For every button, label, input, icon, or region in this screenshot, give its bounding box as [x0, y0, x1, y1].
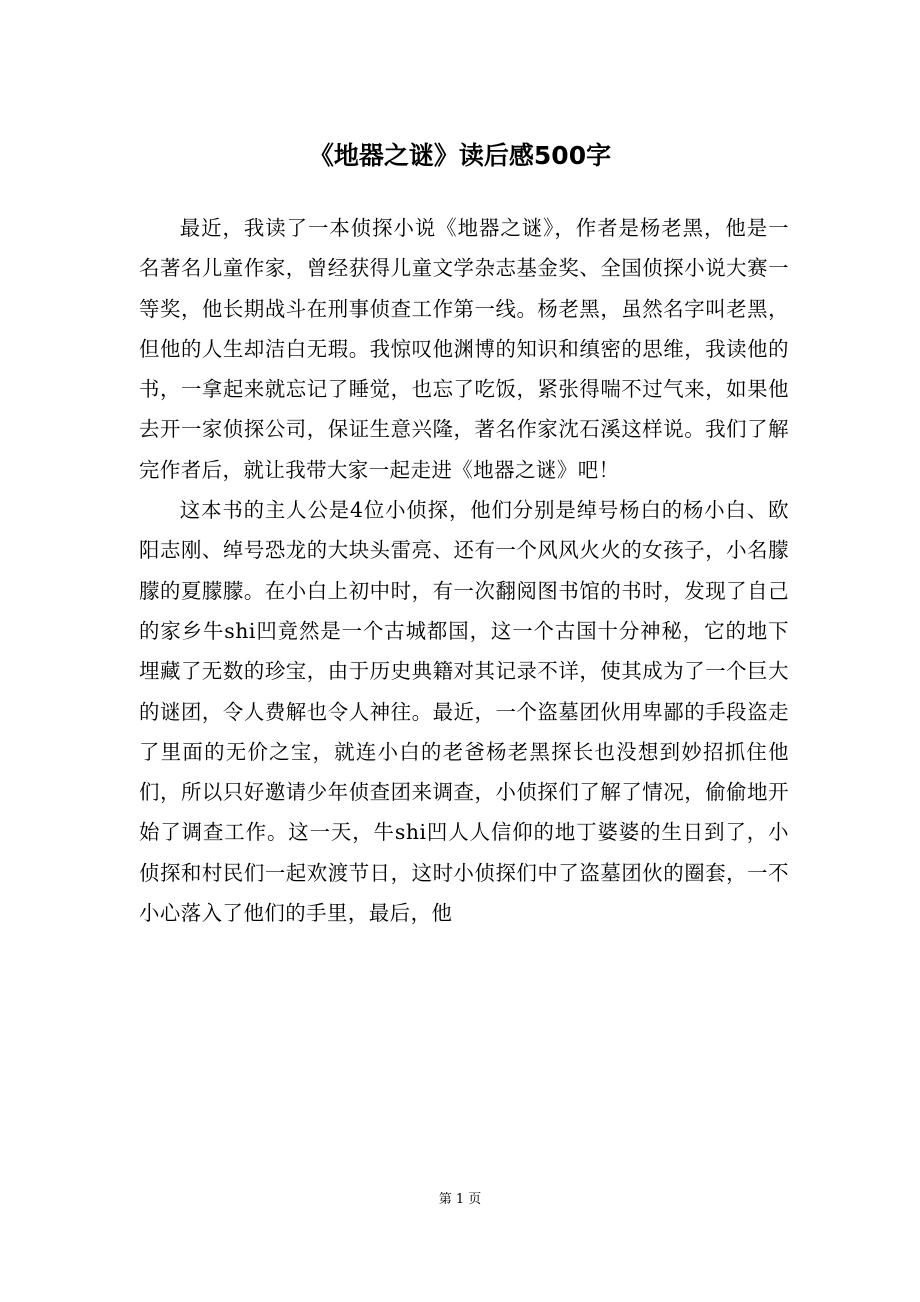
document-body	[139, 208, 789, 933]
page-number: 第 1 页	[438, 1192, 482, 1207]
document-title: 《地器之谜》读后感500字	[308, 141, 612, 170]
paragraph: 最近，我读了一本侦探小说《地器之谜》，作者是杨老黑，他是一名著名儿童作家，曾经获得儿童文学杂志基金奖、全国侦探小说大赛一等奖，他长期战斗在刑事侦查工作第一线。杨老黑，虽然名字叫老黑，但他的人生却洁白无瑕。我惊叹他渊博的知识和缜密的思维，我读他的书，一拿起来就忘记了睡觉，也忘了吃饭，紧张得喘不过气来，如果他去开一家侦探公司，保证生意兴隆，著名作家沈石溪这样说。我们了解完作者后，就让我带大家一起走进《地器之谜》吧！	[139, 216, 789, 482]
paragraph: 这本书的主人公是4位小侦探，他们分别是绰号杨白的杨小白、欧阳志刚、绰号恐龙的大块头雷亮、还有一个风风火火的女孩子，小名朦朦的夏朦朦。在小白上初中时，有一次翻阅图书馆的书时，发现了自己的家乡牛shi凹竟然是一个古城都国，这一个古国十分神秘，它的地下埋藏了无数的珍宝，由于历史典籍对其记录不详，使其成为了一个巨大的谜团，令人费解也令人神往。最近，一个盗墓团伙用卑鄙的手段盗走了里面的无价之宝，就连小白的老爸杨老黑探长也没想到妙招抓住他们，所以只好邀请少年侦查团来调查，小侦探们了解了情况，偷偷地开始了调查工作。这一天，牛shi凹人人信仰的地丁婆婆的生日到了，小侦探和村民们一起欢渡节日，这时小侦探们中了盗墓团伙的圈套，一不小心落入了他们的手里，最后，他	[139, 498, 789, 926]
